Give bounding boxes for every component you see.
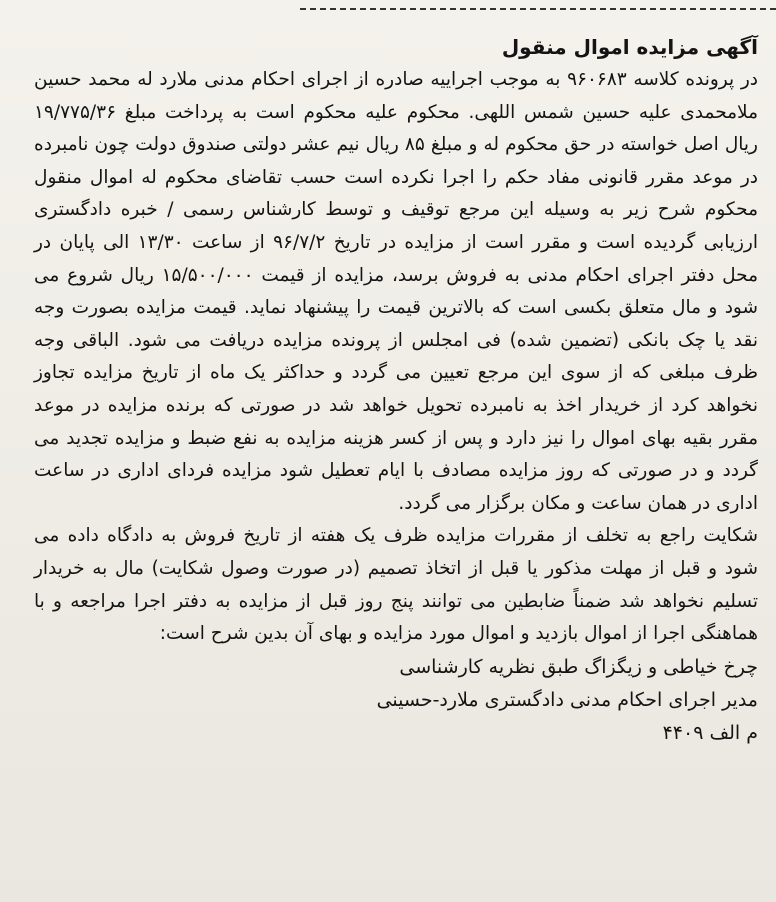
notice-paragraph-1: در پرونده کلاسه ۹۶۰۶۸۳ به موجب اجراییه صادره از اجرای احکام مدنی ملارد له محمد حسین ملامحمدی علیه حسین شمس اللهی. محکوم علیه محکوم است به پرداخت مبلغ ۱۹/۷۷۵/۳۶ ریال اصل خواسته در حق محکوم له و مبلغ ۸۵ ریال نیم عشر دولتی صندوق دولت چون نامبرده در موعد مقرر قانونی مفاد حکم را اجرا نکرده است حسب تقاضای محکوم له اموال منقول محکوم شرح زیر به وسیله این مرجع توقیف و توسط کارشناس رسمی / خبره دادگستری ارزیابی گردیده است و مقرر است از مزایده در تاریخ ۹۶/۷/۲ از ساعت ۱۳/۳۰ الی پایان در محل دفتر اجرای احکام مدنی به فروش برسد، مزایده از قیمت ۱۵/۵۰۰/۰۰۰ ریال شروع می شود و مال متعلق بکسی است که بالاترین قیمت را پیشنهاد نماید. قیمت مزایده بصورت وجه نقد یا چک بانکی (تضمین شده) فی امجلس از پرونده مزایده دریافت می شود. الباقی وجه ظرف مبلغی که از سوی این مرجع تعیین می گردد و حداکثر یک ماه از تاریخ مزایده تجاوز نخواهد کرد از خریدار اخذ به نامبرده تحویل خواهد شد در صورتی که برنده مزایده در موعد مقرر بقیه بهای اموال را نیز دارد و پس از کسر هزینه مزایده به نفع ضبط و مزایده تجدید می گردد و در صورتی که روز مزایده مصادف با ایام تعطیل شود مزایده فردای اداری در ساعت اداری در همان ساعت و مکان برگزار می گردد. — [34, 69, 758, 514]
notice-reference: م الف ۴۴۰۹ — [662, 721, 758, 744]
notice-title: آگهی مزایده اموال منقول — [501, 35, 758, 59]
notice-signature: مدیر اجرای احکام مدنی دادگستری ملارد-حسینی — [376, 688, 758, 711]
auction-item: چرخ خیاطی و زیگزاگ طبق نظریه کارشناسی — [399, 655, 758, 678]
auction-notice — [34, 30, 758, 750]
top-divider — [300, 8, 776, 10]
notice-paragraph-2: شکایت راجع به تخلف از مقررات مزایده ظرف یک هفته از تاریخ فروش به دادگاه داده می شود و قبل از مهلت مذکور یا قبل از اتخاذ تصمیم (در صورت وصول شکایت) مال به خریدار تسلیم نخواهد شد ضمناً ضابطین می توانند پنج روز قبل از مزایده به دفتر اجرا مراجعه و با هماهنگی اجرا از اموال بازدید و اموال مورد مزایده و بهای آن بدین شرح است: — [34, 525, 758, 645]
